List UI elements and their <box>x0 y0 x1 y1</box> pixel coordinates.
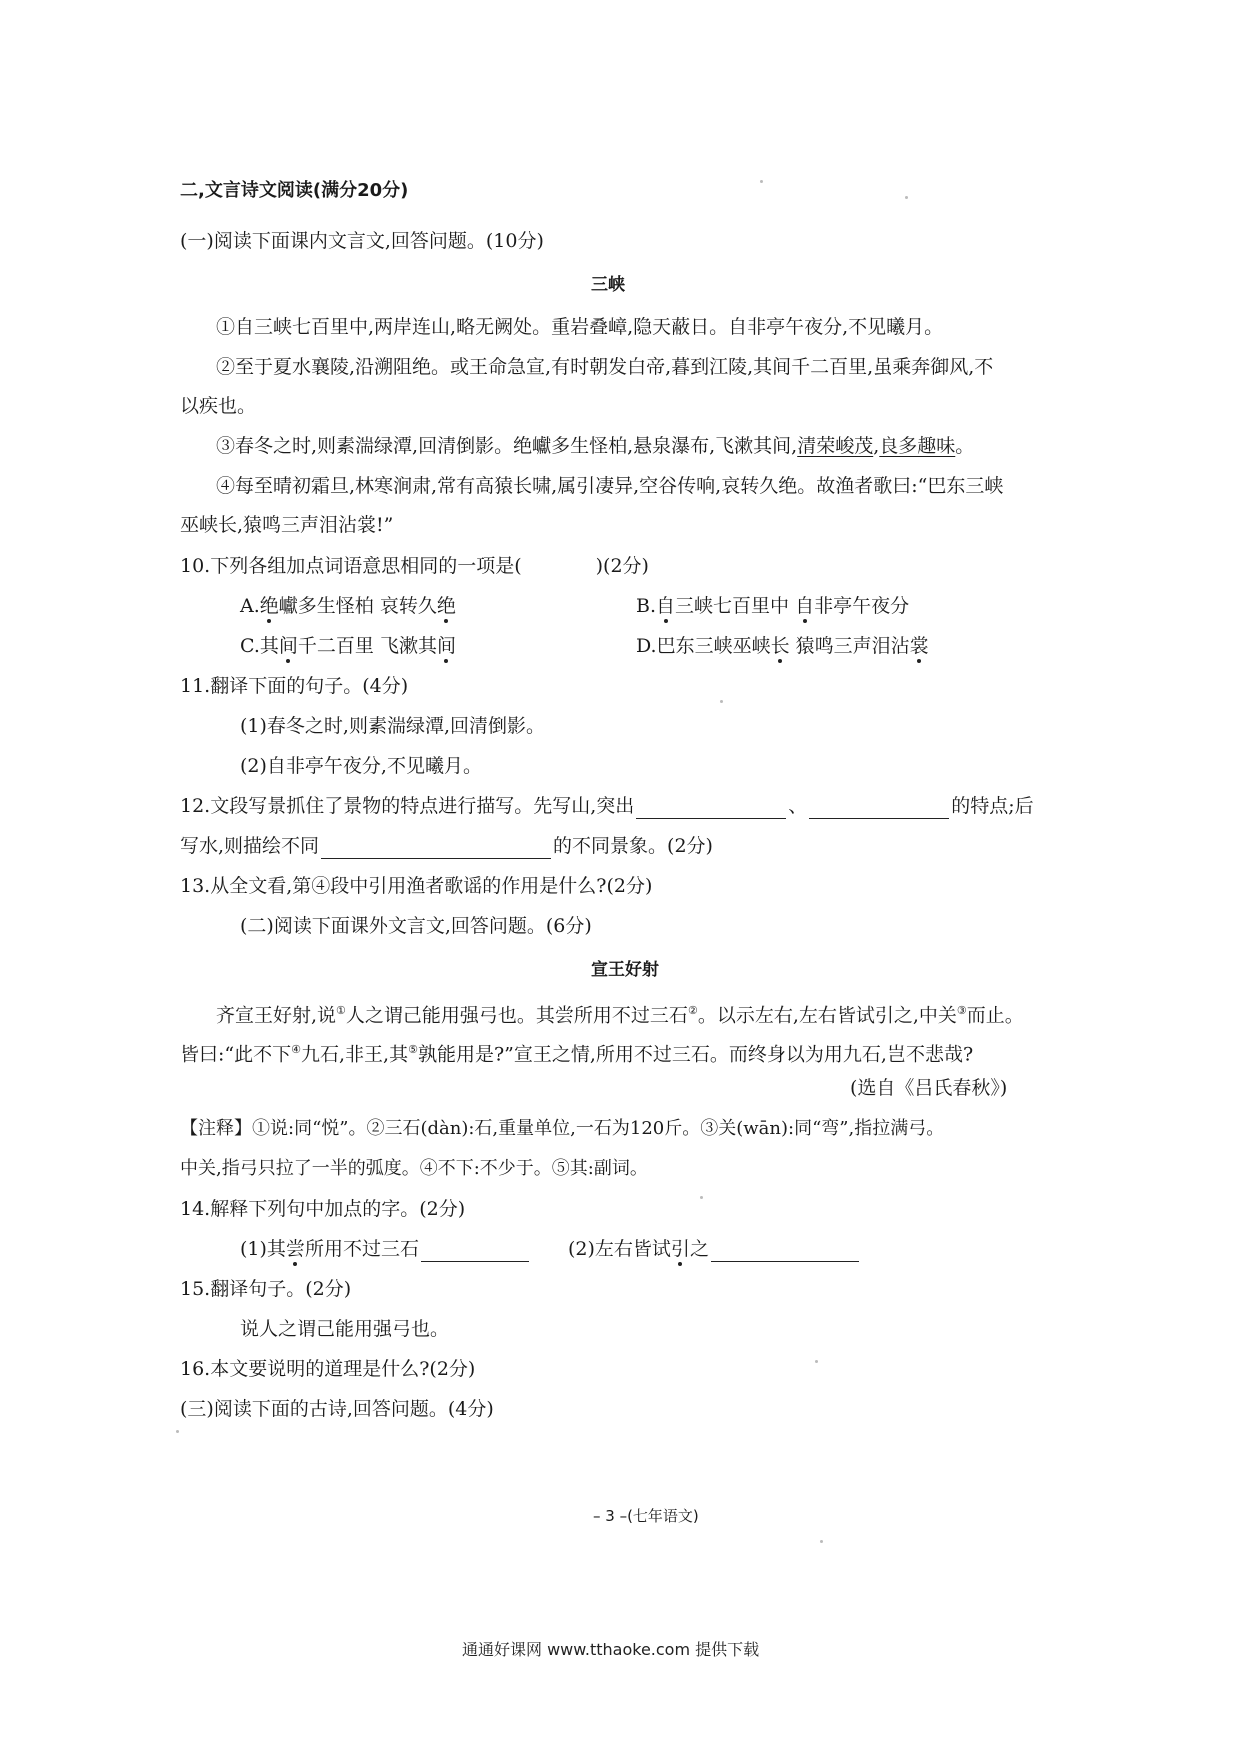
q13-stem: 13.从全文看,第④段中引用渔者歌谣的作用是什么?(2分) <box>180 875 653 897</box>
option-d-mid: 猿鸣三声泪沾 <box>789 635 910 657</box>
q10-option-c <box>240 633 456 659</box>
p3-text: ③春冬之时,则素湍绿潭,回清倒影。绝巘多生怪柏,悬泉瀑布,飞漱其间, <box>216 435 798 457</box>
option-b-mid: 三峡七百里中 <box>675 595 796 617</box>
scan-speck <box>905 196 908 199</box>
q15-sentence: 说人之谓己能用强弓也。 <box>240 1318 450 1340</box>
p2-l1-d: 而止。 <box>966 1004 1024 1027</box>
footnote-ref-3: ③ <box>956 1004 967 1017</box>
option-b-post: 非亭午夜分 <box>814 595 910 617</box>
option-d-label: D.巴东三峡巫峡 <box>636 635 771 657</box>
option-a-dot-1: 绝 <box>259 595 279 617</box>
q10-stem <box>180 553 649 579</box>
option-a-mid: 巘多生怪柏 哀转久 <box>278 595 437 617</box>
option-c-mid: 千二百里 飞漱其 <box>297 635 437 657</box>
q10-option-a <box>240 593 456 619</box>
option-d-dot-2: 裳 <box>909 635 929 657</box>
section-title: 二,文言诗文阅读(满分20分) <box>180 180 409 201</box>
p2-l1-a: 齐宣王好射,说 <box>216 1004 337 1027</box>
q14-sentence-2 <box>568 1236 861 1262</box>
footnote-ref-1: ① <box>336 1004 346 1017</box>
option-b-label: B. <box>636 595 657 617</box>
passage1-p2-line1: ②至于夏水襄陵,沿溯阻绝。或王命急宣,有时朝发白帝,暮到江陵,其间千二百里,虽乘奔御风,不 <box>216 356 994 378</box>
q12-text-1: 12.文段写景抓住了景物的特点进行描写。先写山,突出 <box>180 795 635 817</box>
passage1-p4-line1: ④每至晴初霜旦,林寒涧肃,常有高猿长啸,属引凄异,空谷传响,哀转久绝。故渔者歌曰:“巴东三峡 <box>216 475 1004 497</box>
p2-l1-c: 。以示左右,左右皆试引之,中关 <box>697 1004 957 1027</box>
q12-blank-3[interactable] <box>321 838 551 859</box>
q10-option-d <box>636 633 929 659</box>
q14-s1-a: (1)其 <box>240 1238 286 1260</box>
q14-s2-dot: 引 <box>670 1238 690 1260</box>
q14-s2-a: (2)左右皆试 <box>568 1238 671 1260</box>
q14-s1-dot: 尝 <box>285 1238 305 1260</box>
q12-text-3: 写水,则描绘不同 <box>180 835 320 857</box>
q12-line-2 <box>180 833 713 859</box>
part3-intro: (三)阅读下面的古诗,回答问题。(4分) <box>180 1398 494 1420</box>
q12-text-2: 的特点;后 <box>951 795 1034 817</box>
p3-underline-2: 良多趣味 <box>879 435 956 457</box>
passage1-p3 <box>216 433 974 459</box>
scan-speck <box>720 700 723 703</box>
scan-speck <box>815 1360 818 1363</box>
passage2-title: 宣王好射 <box>591 960 659 980</box>
q14-blank-2[interactable] <box>711 1241 859 1262</box>
q11-stem: 11.翻译下面的句子。(4分) <box>180 675 409 697</box>
q11-sentence-1: (1)春冬之时,则素湍绿潭,回清倒影。 <box>240 715 545 737</box>
passage1-p1: ①自三峡七百里中,两岸连山,略无阙处。重岩叠嶂,隐天蔽日。自非亭午夜分,不见曦月。 <box>216 316 944 338</box>
option-a-label: A. <box>240 595 260 617</box>
scan-speck <box>820 1540 823 1543</box>
q16-stem: 16.本文要说明的道理是什么?(2分) <box>180 1358 476 1380</box>
option-c-dot-1: 间 <box>278 635 298 657</box>
option-c-label: C.其 <box>240 635 279 657</box>
q14-sentence-1 <box>240 1236 531 1262</box>
passage2-source: (选自《吕氏春秋》) <box>850 1077 1008 1099</box>
download-watermark: 通通好课网 www.tthaoke.com 提供下载 <box>462 1640 760 1659</box>
passage1-p4-line2: 巫峡长,猿鸣三声泪沾裳!” <box>180 514 394 536</box>
passage2-line-1 <box>216 998 1024 1028</box>
passage2-note-1: 【注释】①说:同“悦”。②三石(dàn):石,重量单位,一石为120斤。③关(wān):同“弯”,指拉满弓。 <box>180 1118 945 1139</box>
passage1-p2-line2: 以疾也。 <box>180 395 257 417</box>
q14-s2-b: 之 <box>689 1238 709 1260</box>
scan-speck <box>700 1196 703 1199</box>
p2-l2-b: 九石,非王,其 <box>301 1043 409 1066</box>
p3-end: 。 <box>955 435 975 457</box>
q12-line-1 <box>180 793 1034 819</box>
option-b-dot-1: 自 <box>656 595 676 617</box>
footnote-ref-2: ② <box>687 1004 698 1017</box>
q15-stem: 15.翻译句子。(2分) <box>180 1278 352 1300</box>
scan-speck <box>760 180 763 183</box>
q12-blank-1[interactable] <box>636 798 786 819</box>
p2-l2-c: 孰能用是?”宣王之情,所用不过三石。而终身以为用九石,岂不悲哉? <box>417 1043 974 1066</box>
page-number: – 3 –(七年语文) <box>593 1507 699 1525</box>
q10-answer-space[interactable] <box>524 559 594 579</box>
p3-underline-1: 清荣峻茂 <box>797 435 874 457</box>
passage2-note-2: 中关,指弓只拉了一半的弧度。④不下:不少于。⑤其:副词。 <box>180 1158 648 1179</box>
option-b-dot-2: 自 <box>795 595 815 617</box>
footnote-ref-4: ④ <box>291 1043 301 1056</box>
q11-sentence-2: (2)自非亭午夜分,不见曦月。 <box>240 755 482 777</box>
part1-intro: (一)阅读下面课内文言文,回答问题。(10分) <box>180 230 544 252</box>
option-a-dot-2: 绝 <box>436 595 456 617</box>
scan-speck <box>176 1430 179 1433</box>
q14-s1-b: 所用不过三石 <box>304 1238 419 1260</box>
option-c-dot-2: 间 <box>436 635 456 657</box>
q10-stem-text: 10.下列各组加点词语意思相同的一项是( <box>180 555 522 577</box>
q14-blank-1[interactable] <box>421 1241 529 1262</box>
q10-stem-end: )(2分) <box>595 555 649 577</box>
passage2-line-2 <box>180 1037 973 1067</box>
part2-intro: (二)阅读下面课外文言文,回答问题。(6分) <box>240 915 592 937</box>
p3-comma: , <box>873 435 880 457</box>
p2-l2-a: 皆曰:“此不下 <box>180 1043 292 1066</box>
option-d-dot-1: 长 <box>770 635 790 657</box>
q12-text-4: 的不同景象。(2分) <box>553 835 713 857</box>
q14-stem: 14.解释下列句中加点的字。(2分) <box>180 1198 466 1220</box>
q12-separator: 、 <box>788 795 808 817</box>
p2-l1-b: 人之谓己能用强弓也。其尝所用不过三石 <box>345 1004 688 1027</box>
footnote-ref-5: ⑤ <box>408 1043 418 1056</box>
q12-blank-2[interactable] <box>809 798 949 819</box>
passage1-title: 三峡 <box>591 275 625 295</box>
q10-option-b <box>636 593 909 619</box>
